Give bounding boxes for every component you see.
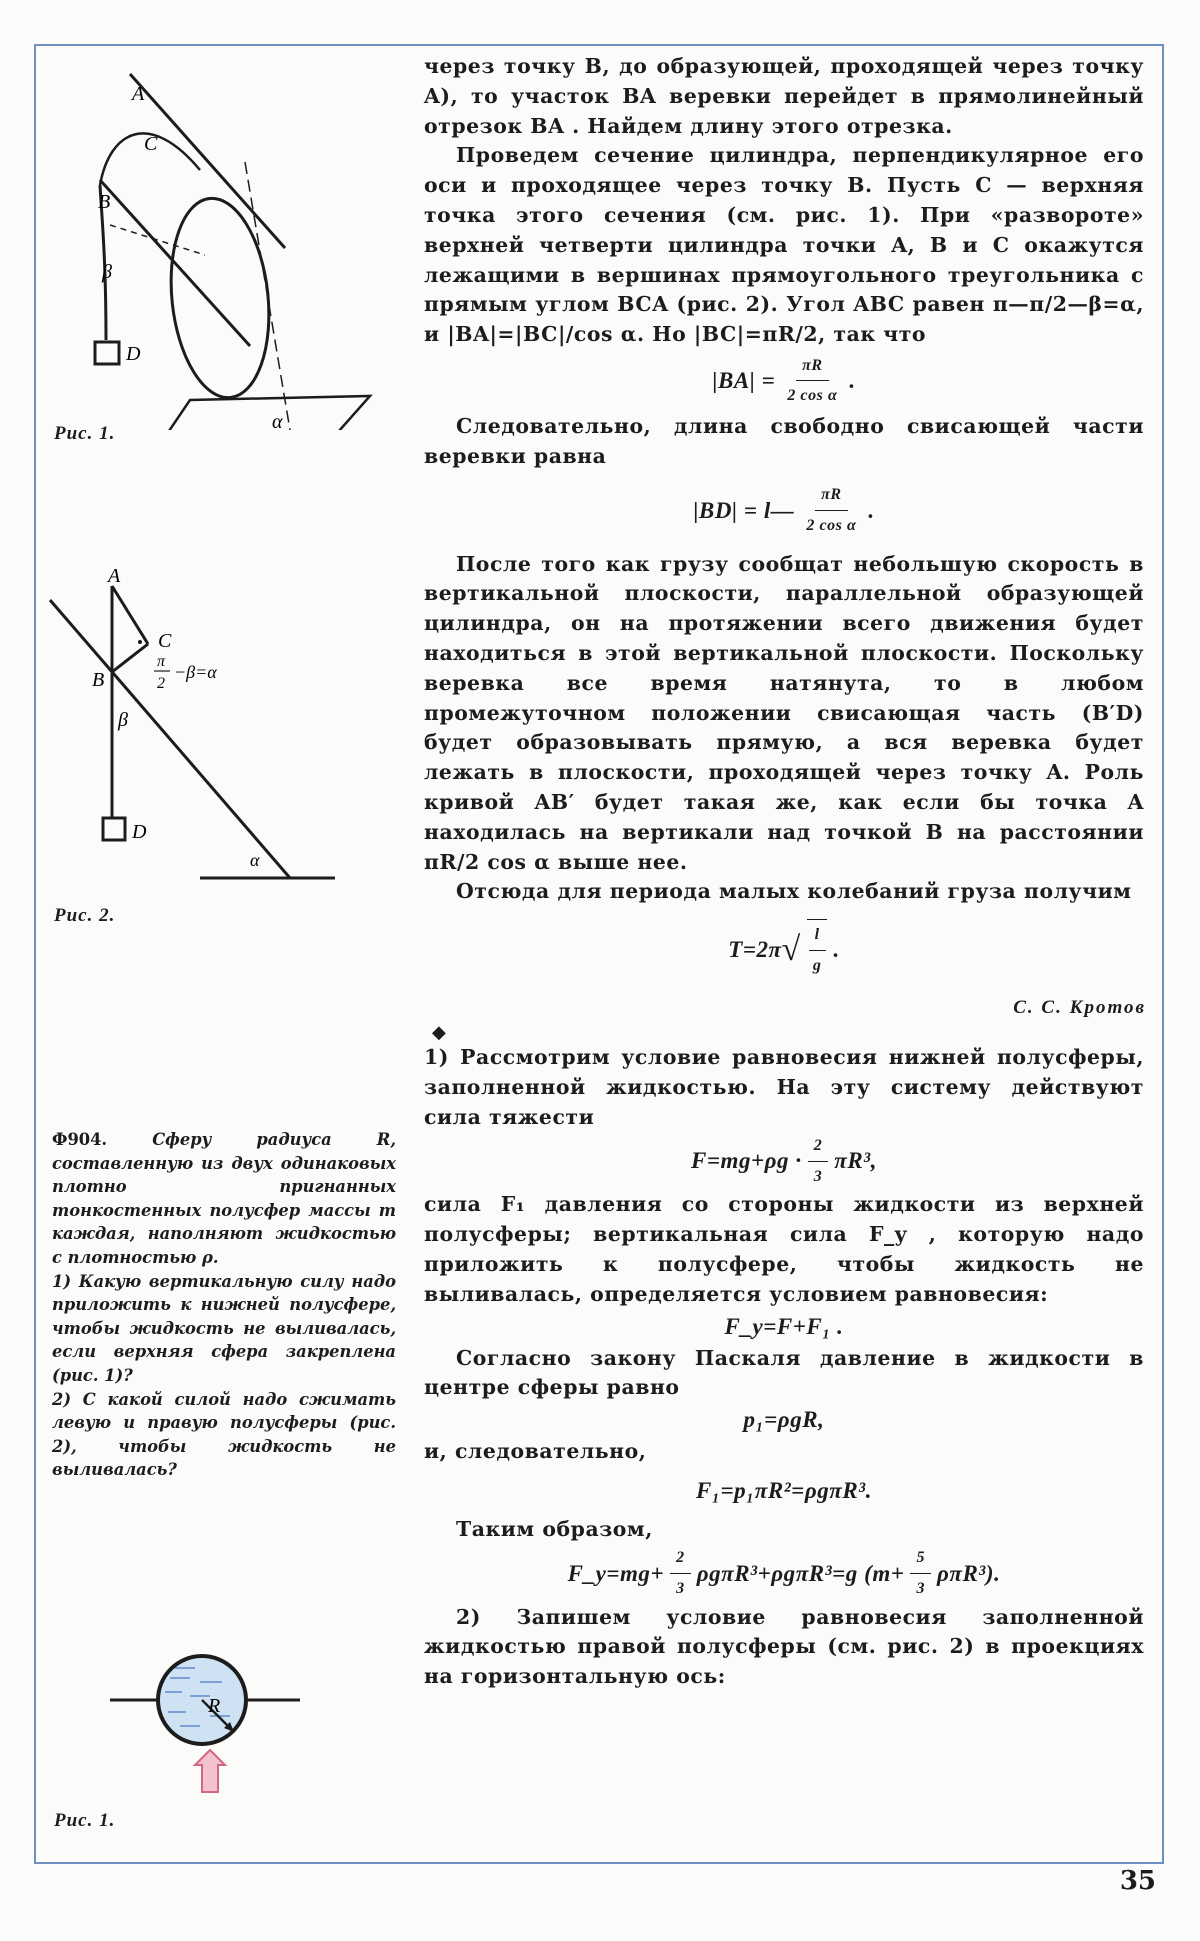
formula-fy-final-den1: 3	[676, 1580, 685, 1598]
figure-unrolled-triangle	[40, 560, 340, 900]
angle-expr-den: 2	[157, 675, 165, 692]
formula-period-den: g	[812, 957, 822, 975]
formula-bd-den: 2 cos α	[806, 517, 857, 535]
weight-box-d	[95, 342, 119, 364]
formula-fy: F_y=F+F₁ .	[724, 1313, 844, 1339]
formula-gravity-num: 2	[808, 1131, 829, 1162]
label-beta: β	[102, 261, 112, 283]
paragraph-9: и, следовательно,	[424, 1439, 647, 1464]
paragraph-11: 2) Запишем условие равновесия заполненной жидкостью правой полусферы (см. рис. 2) в проекциях на горизонтальную ось:	[424, 1604, 1144, 1689]
formula-f1: F₁=p₁πR²=ρgπR³.	[695, 1477, 873, 1503]
formula-fy-final-num2: 5	[910, 1543, 931, 1574]
label-b: B	[98, 191, 111, 213]
right-angle-dot	[138, 640, 142, 644]
paragraph-10: Таким образом,	[456, 1516, 653, 1541]
label-beta-2: β	[118, 709, 128, 731]
formula-period-end: .	[833, 937, 840, 963]
formula-gravity-lhs: F=mg+ρg ·	[690, 1148, 802, 1174]
paragraph-6: 1) Рассмотрим условие равновесия нижней полусферы, заполненной жидкостью. На эту систему действуют сила тяжести	[424, 1044, 1144, 1129]
angle-expr-num: π	[157, 653, 166, 670]
formula-bd-lhs: |BD| = l—	[693, 497, 795, 523]
paragraph-4: После того как грузу сообщат небольшую скорость в вертикальной плоскости, параллельной образующей цилиндра, он на протяжении всего движения будет находиться в этой вертикальной плоскости. Поскольку веревка все время натянута, то в любом промежуточном положении свисающая часть (B′D) будет образовывать прямую, а вся веревка будет лежать в плоскости, проходящей через точку A. Роль кривой AB′ будет такая же, как если бы точка A находилась на вертикали над точкой B на расстоянии πR/2 cos α выше нее.	[424, 551, 1144, 874]
formula-fy-final-frac1	[670, 1543, 691, 1604]
formula-fy-final-den2: 3	[916, 1580, 926, 1598]
paragraph-5: Отсюда для периода малых колебаний груза получим	[456, 879, 1132, 904]
formula-fy-final-c: ρπR³).	[937, 1560, 1001, 1586]
formula-gravity-rest: πR³,	[834, 1148, 878, 1174]
formula-period	[424, 907, 1144, 993]
formula-ba-end: .	[849, 368, 856, 394]
label-d: D	[126, 343, 141, 365]
figure-cylinder-rope	[40, 50, 400, 430]
problem-text: Сферу радиуса R, составленную из двух одинаковых плотно пригнанных тонкостенных полусфер массы m каждая, наполняют жидкостью с плотностью ρ.	[52, 1130, 396, 1267]
figure-sphere	[50, 1620, 350, 1830]
formula-bd-num: πR	[815, 480, 848, 511]
formula-period-frac	[807, 919, 828, 981]
label-c: C	[144, 133, 158, 155]
label-b-2: B	[92, 669, 105, 691]
formula-fy-final-b: ρgπR³+ρgπR³=g (m+	[696, 1560, 905, 1586]
label-c-2: C	[158, 630, 172, 652]
caption-fig1-bottom: Рис. 1.	[54, 1810, 116, 1831]
formula-ba-den: 2 cos α	[787, 387, 838, 405]
label-d-2: D	[132, 821, 147, 843]
diamond-separator: ◆	[432, 1021, 447, 1043]
formula-fy-final-num1: 2	[670, 1543, 691, 1574]
label-a: A	[132, 83, 145, 105]
formula-ba-num: πR	[796, 351, 829, 382]
paragraph-2: Проведем сечение цилиндра, перпендикулярное его оси и проходящее через точку B. Пусть C — верхняя точка этого сечения (см. рис. 1). При «развороте» верхней четверти цилиндра точки A, B и C окажутся лежащими в вершинах прямоугольного треугольника с прямым углом BCA (рис. 2). Угол ABC равен π—π/2—β=α, и |BA|=|BC|/cos α. Но |BC|=πR/2, так что	[424, 143, 1144, 347]
formula-ba-frac	[781, 351, 843, 412]
formula-fy-final	[424, 1545, 1144, 1603]
formula-fy-final-frac2	[910, 1543, 931, 1604]
main-text-column	[424, 52, 1144, 1692]
label-a-2: A	[108, 565, 121, 587]
caption-fig2-top: Рис. 2.	[54, 905, 116, 926]
formula-fy-final-a: F_y=mg+	[567, 1560, 665, 1586]
formula-ba	[424, 350, 1144, 412]
author-signature: С. С. Кротов	[1013, 997, 1146, 1019]
formula-gravity-frac	[808, 1131, 829, 1192]
formula-period-num: l	[809, 920, 826, 951]
sqrt-sign: √	[781, 931, 801, 969]
problem-q1: 1) Какую вертикальную силу надо приложить к нижней полусфере, чтобы жидкость не выливалась, если верхняя сфера закреплена (рис. 1)?	[52, 1271, 396, 1385]
problem-label: Ф904.	[52, 1130, 108, 1149]
caption-fig1-top: Рис. 1.	[54, 423, 116, 444]
paragraph-1: через точку B, до образующей, проходящей через точку A), то участок BA веревки перейдет в прямолинейный отрезок BA . Найдем длину этого отрезка.	[424, 54, 1144, 138]
paragraph-7: сила F₁ давления со стороны жидкости из верхней полусферы; вертикальная сила F_y , которую надо приложить к полусфере, чтобы жидкость не выливалась, определяется условием равновесия:	[424, 1192, 1144, 1306]
formula-bd	[424, 472, 1144, 550]
cylinder-drawing	[100, 74, 370, 430]
formula-ba-lhs: |BA| =	[712, 368, 776, 394]
formula-bd-end: .	[868, 497, 875, 523]
paragraph-8: Согласно закону Паскаля давление в жидкости в центре сферы равно	[424, 1345, 1144, 1400]
angle-expr-rest: −β=α	[174, 662, 217, 682]
formula-bd-frac	[800, 480, 862, 541]
problem-statement	[52, 1128, 396, 1482]
paragraph-3: Следовательно, длина свободно свисающей части веревки равна	[424, 413, 1144, 468]
formula-gravity-den: 3	[813, 1167, 823, 1185]
problem-q2: 2) С какой силой надо сжимать левую и правую полусферы (рис. 2), чтобы жидкость не выливалась?	[52, 1389, 396, 1480]
label-alpha: α	[272, 411, 283, 430]
label-r: R	[208, 1695, 221, 1717]
label-alpha-2: α	[250, 850, 260, 870]
formula-pressure: p₁=ρgR,	[743, 1407, 825, 1433]
sphere-drawing	[110, 1656, 300, 1792]
page-number: 35	[1119, 1866, 1156, 1896]
formula-period-lhs: T=2π	[728, 937, 782, 963]
formula-gravity	[424, 1132, 1144, 1190]
